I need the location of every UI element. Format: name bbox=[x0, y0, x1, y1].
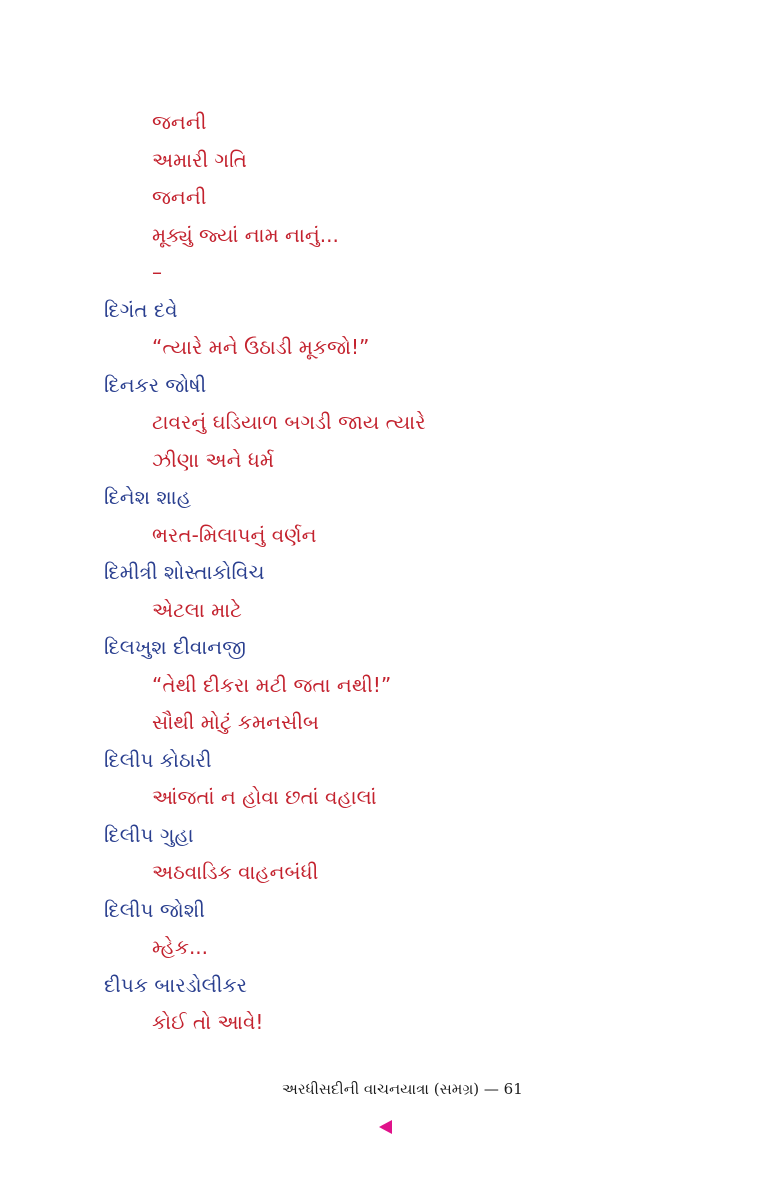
index-list bbox=[104, 104, 704, 1042]
work-title: અઠવાડિક વાહનબંધી bbox=[152, 860, 319, 884]
previous-page-arrow-icon[interactable] bbox=[379, 1120, 392, 1134]
work-title: કોઈ તો આવે! bbox=[152, 1010, 264, 1034]
work-title: જનની bbox=[152, 110, 207, 134]
author-name: દિમીત્રી શોસ્તાકોવિચ bbox=[104, 560, 265, 584]
work-title: એટલા માટે bbox=[152, 597, 242, 622]
work-title: ઝીણા અને ધર્મ bbox=[152, 447, 274, 472]
author-name: દિગંત દવે bbox=[104, 297, 178, 322]
work-title: જનની bbox=[152, 185, 207, 209]
work-title: ટાવરનું ઘડિયાળ બગડી જાય ત્યારે bbox=[152, 410, 426, 434]
author-name: દિલીપ ગુહા bbox=[104, 822, 194, 847]
work-title: આંજતાં ન હોવા છતાં વહાલાં bbox=[152, 785, 377, 809]
work-title: મ્હેક... bbox=[152, 935, 209, 959]
work-title: “તેથી દીકરા મટી જતા નથી!” bbox=[152, 672, 392, 697]
work-title: – bbox=[152, 260, 162, 284]
work-title: સૌથી મોટું કમનસીબ bbox=[152, 710, 319, 734]
author-name: દિનકર જોષી bbox=[104, 372, 207, 397]
work-title: અમારી ગતિ bbox=[152, 147, 247, 172]
page-footer: અરધીસદીની વાચનયાત્રા (સમગ્ર) — 61 bbox=[282, 1080, 523, 1098]
author-name: દિનેશ શાહ bbox=[104, 485, 191, 509]
author-name: દિલીપ કોઠારી bbox=[104, 747, 212, 772]
author-name: દીપક બારડોલીકર bbox=[104, 972, 247, 997]
work-title: મૂક્યું જ્યાં નામ નાનું... bbox=[152, 222, 339, 247]
author-name: દિલીપ જોશી bbox=[104, 897, 205, 922]
work-title: ભરત-મિલાપનું વર્ણન bbox=[152, 522, 317, 547]
author-name: દિલખુશ દીવાનજી bbox=[104, 635, 246, 659]
work-title: “ત્યારે મને ઉઠાડી મૂકજો!” bbox=[152, 335, 370, 359]
